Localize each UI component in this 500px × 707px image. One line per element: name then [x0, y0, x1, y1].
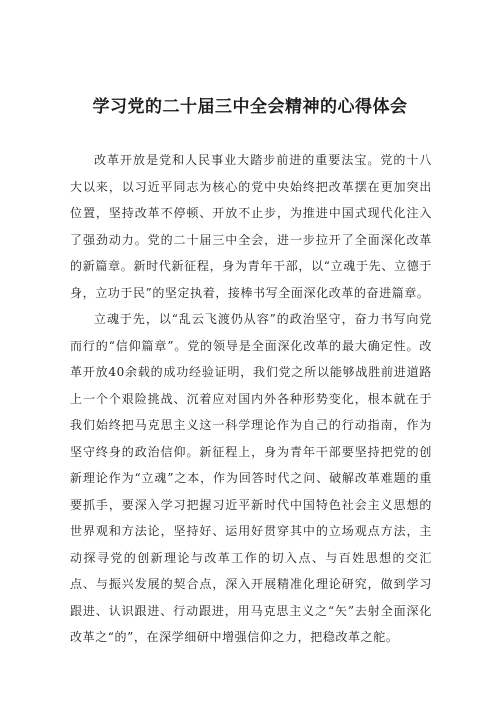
- paragraph-intro: 改革开放是党和人民事业大踏步前进的重要法宝。党的十八大以来，以习近平同志为核心的党中央始终把改革摆在更加突出位置，坚持改革不停顿、开放不止步，为推进中国式现代化注入了强劲动力。党的二十届三中全会，进一步拉开了全面深化改革的新篇章。新时代新征程，身为青年干部，以“立魂于先、立德于身，立功于民”的坚定执着，接棒书写全面深化改革的奋进篇章。: [70, 153, 432, 300]
- document-title: 学习党的二十届三中全会精神的心得体会: [92, 97, 408, 117]
- document-body: [70, 147, 432, 651]
- paragraph-faith: 立魂于先，以“乱云飞渡仍从容”的政治坚守，奋力书写向党而行的“信仰篇章”。党的领导是全面深化改革的最大确定性。改革开放40余载的成功经验证明，我们党之所以能够战胜前进道路上一个个艰险挑战、沉着应对国内外各种形势变化，根本就在于我们始终把马克思主义这一科学理论作为自己的行动指南，作为坚守终身的政治信仰。新征程上，身为青年干部要坚持把党的创新理论作为“立魂”之本，作为回答时代之问、破解改革难题的重要抓手，要深入学习把握习近平新时代中国特色社会主义思想的世界观和方法论，坚持好、运用好贯穿其中的立场观点方法，主动探寻党的创新理论与改革工作的切入点、与百姓思想的交汇点、与振兴发展的契合点，深入开展精准化理论研究，做到学习跟进、认识跟进、行动跟进，用马克思主义之“矢”去射全面深化改革之“的”，在深学细研中增强信仰之力，把稳改革之舵。: [70, 312, 432, 644]
